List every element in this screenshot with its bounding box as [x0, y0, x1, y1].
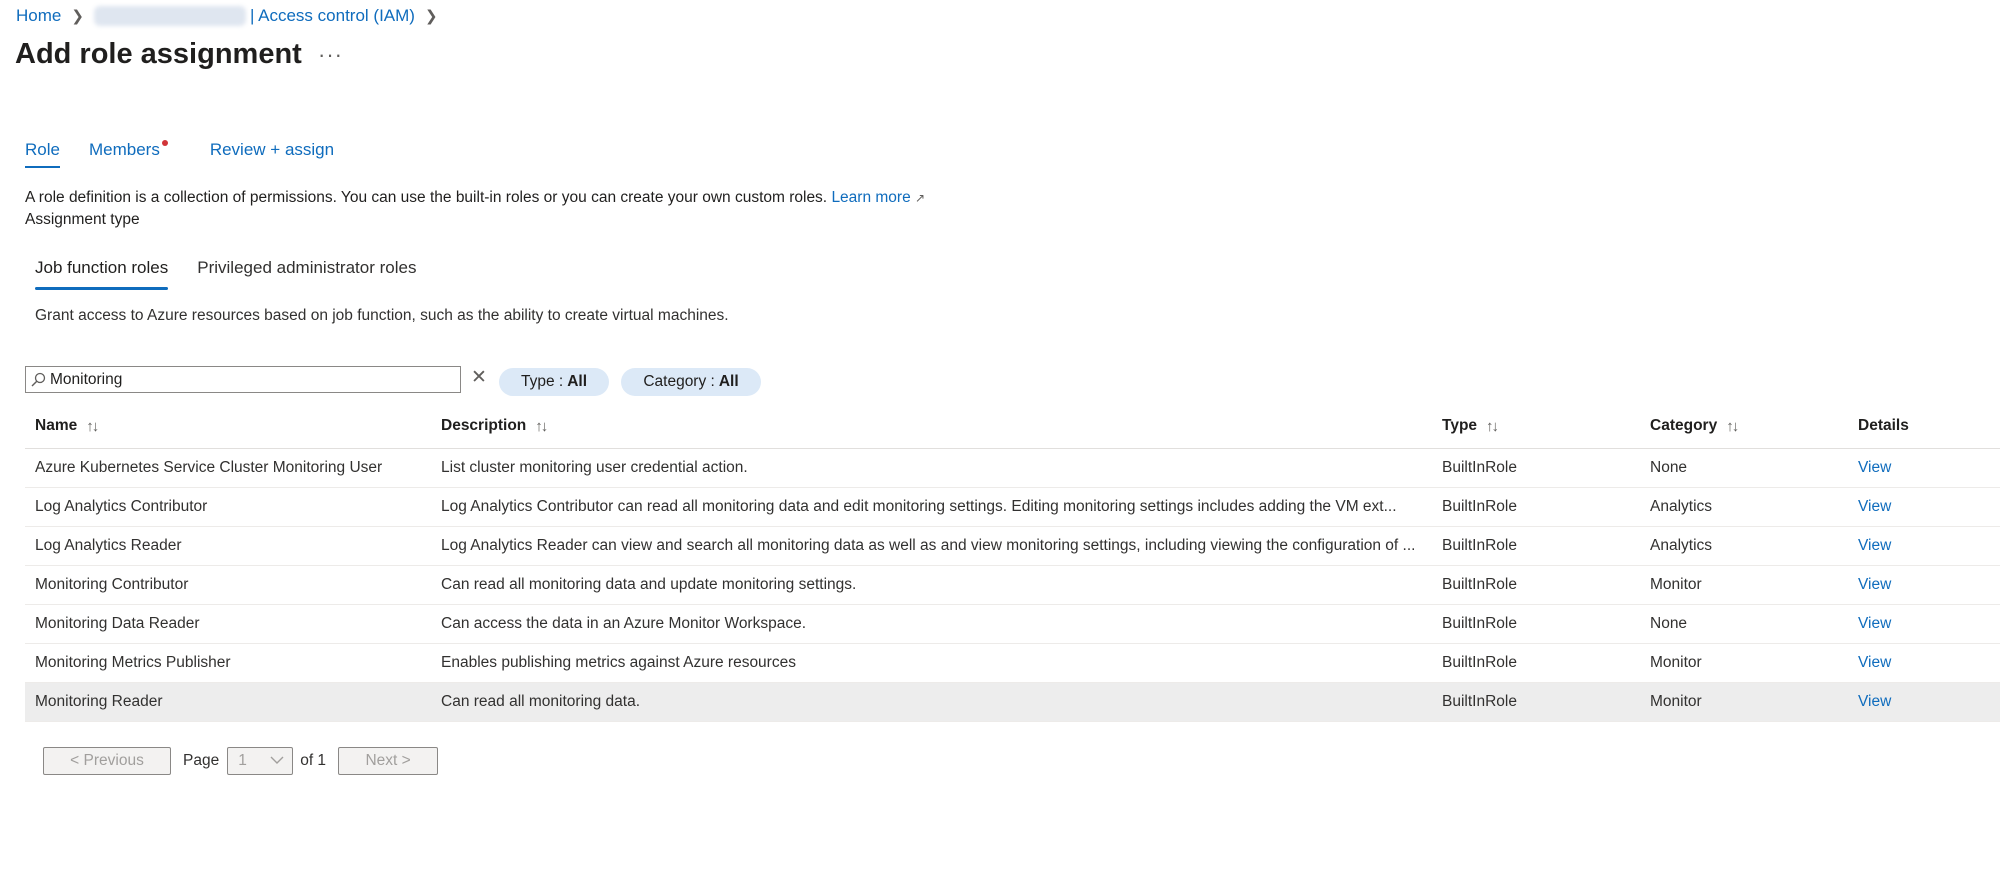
close-icon[interactable]: ✕: [471, 367, 487, 388]
role-name: Log Analytics Contributor: [35, 498, 208, 515]
column-header-name[interactable]: Name ↑↓: [35, 417, 98, 435]
view-details-link[interactable]: View: [1858, 498, 1892, 515]
page-select[interactable]: [227, 747, 293, 775]
column-header-type[interactable]: Type ↑↓: [1442, 417, 1498, 435]
role-description: Log Analytics Reader can view and search all monitoring data as well as and view monitoring settings, including viewing the configuration of ...: [441, 537, 1416, 554]
role-category: Monitor: [1650, 693, 1702, 710]
view-details-link[interactable]: View: [1858, 537, 1892, 554]
tab-job-function-roles[interactable]: Job function roles: [35, 258, 168, 290]
chevron-down-icon: [270, 752, 284, 770]
tab-privileged-administrator-roles[interactable]: Privileged administrator roles: [197, 258, 417, 277]
role-type: BuiltInRole: [1442, 654, 1517, 671]
page-count: of 1: [300, 752, 327, 769]
breadcrumb-resource-redacted[interactable]: [94, 6, 246, 26]
category-filter-value: All: [718, 373, 739, 390]
role-name: Azure Kubernetes Service Cluster Monitoring User: [35, 459, 383, 476]
table-row-selected[interactable]: [25, 683, 2000, 722]
wizard-tabs: [25, 140, 334, 168]
chevron-right-icon: ❯: [424, 8, 438, 25]
column-header-description[interactable]: Description ↑↓: [441, 417, 547, 435]
role-type: BuiltInRole: [1442, 693, 1517, 710]
role-category: None: [1650, 615, 1688, 632]
role-type: BuiltInRole: [1442, 498, 1517, 515]
tab-members[interactable]: [89, 140, 160, 168]
tab-review-assign[interactable]: Review + assign: [209, 140, 335, 159]
role-name: Log Analytics Reader: [35, 537, 182, 554]
table-row[interactable]: [25, 527, 2000, 566]
role-description: List cluster monitoring user credential action.: [441, 459, 748, 476]
role-category: None: [1650, 459, 1688, 476]
breadcrumb-home[interactable]: Home: [16, 6, 62, 25]
more-icon[interactable]: ···: [318, 42, 343, 67]
role-category: Analytics: [1650, 537, 1713, 554]
roles-table: [25, 408, 2000, 722]
role-description: Can read all monitoring data and update monitoring settings.: [441, 576, 857, 593]
table-row[interactable]: [25, 644, 2000, 683]
table-row[interactable]: [25, 605, 2000, 644]
view-details-link[interactable]: View: [1858, 654, 1892, 671]
role-type: BuiltInRole: [1442, 459, 1517, 476]
chevron-right-icon: ❯: [71, 8, 84, 25]
view-details-link[interactable]: View: [1858, 693, 1892, 710]
sort-icon: ↑↓: [86, 417, 98, 435]
column-header-category[interactable]: Category ↑↓: [1650, 417, 1738, 435]
page-select-value: 1: [238, 752, 247, 769]
role-category: Analytics: [1650, 498, 1713, 515]
table-row[interactable]: [25, 488, 2000, 527]
table-header: [25, 408, 2000, 449]
breadcrumb: [16, 6, 448, 26]
assignment-type-label: Assignment type: [25, 211, 140, 228]
grant-description: Grant access to Azure resources based on job function, such as the ability to create virtual machines.: [35, 307, 729, 324]
external-link-icon: ↗: [915, 191, 926, 205]
category-filter-label: Category :: [643, 373, 715, 390]
search-input[interactable]: [50, 371, 450, 389]
page-label: Page: [183, 752, 220, 769]
role-name: Monitoring Data Reader: [35, 615, 200, 632]
breadcrumb-access-control[interactable]: | Access control (IAM): [249, 6, 415, 25]
sort-icon: ↑↓: [535, 417, 547, 435]
role-type: BuiltInRole: [1442, 537, 1517, 554]
sort-icon: ↑↓: [1726, 417, 1738, 435]
role-type: BuiltInRole: [1442, 576, 1517, 593]
type-filter-pill[interactable]: [499, 368, 609, 396]
role-description: Enables publishing metrics against Azure resources: [441, 654, 796, 671]
intro-text: A role definition is a collection of permissions. You can use the built-in roles or you can create your own custom roles.: [25, 189, 828, 206]
column-header-details: Details: [1858, 417, 1909, 434]
next-page-button[interactable]: Next >: [338, 747, 438, 775]
role-name: Monitoring Metrics Publisher: [35, 654, 231, 671]
previous-page-button[interactable]: < Previous: [43, 747, 171, 775]
type-filter-label: Type :: [520, 373, 564, 390]
role-description: Can access the data in an Azure Monitor Workspace.: [441, 615, 807, 632]
table-row[interactable]: [25, 566, 2000, 605]
view-details-link[interactable]: View: [1858, 459, 1892, 476]
search-icon: [26, 372, 50, 388]
role-name: Monitoring Reader: [35, 693, 163, 710]
role-name: Monitoring Contributor: [35, 576, 189, 593]
role-description: Log Analytics Contributor can read all monitoring data and edit monitoring settings. Editing monitoring settings includes adding the VM ext...: [441, 498, 1397, 515]
table-row[interactable]: [25, 449, 2000, 488]
type-filter-value: All: [567, 373, 588, 390]
role-category: Monitor: [1650, 654, 1702, 671]
view-details-link[interactable]: View: [1858, 576, 1892, 593]
tab-role[interactable]: Role: [25, 140, 60, 168]
required-indicator: [162, 140, 168, 146]
role-category: Monitor: [1650, 576, 1702, 593]
learn-more-link[interactable]: Learn more ↗: [831, 189, 926, 206]
tab-members-label: Members: [88, 140, 160, 159]
role-description: Can read all monitoring data.: [441, 693, 641, 710]
search-box: [25, 366, 461, 393]
page-title: Add role assignment: [15, 38, 302, 70]
category-filter-pill[interactable]: [621, 368, 761, 396]
sort-icon: ↑↓: [1486, 417, 1498, 435]
role-definition-description: [25, 189, 925, 207]
assignment-type-tabs: [35, 258, 445, 290]
pagination: [43, 747, 438, 775]
role-type: BuiltInRole: [1442, 615, 1517, 632]
view-details-link[interactable]: View: [1858, 615, 1892, 632]
